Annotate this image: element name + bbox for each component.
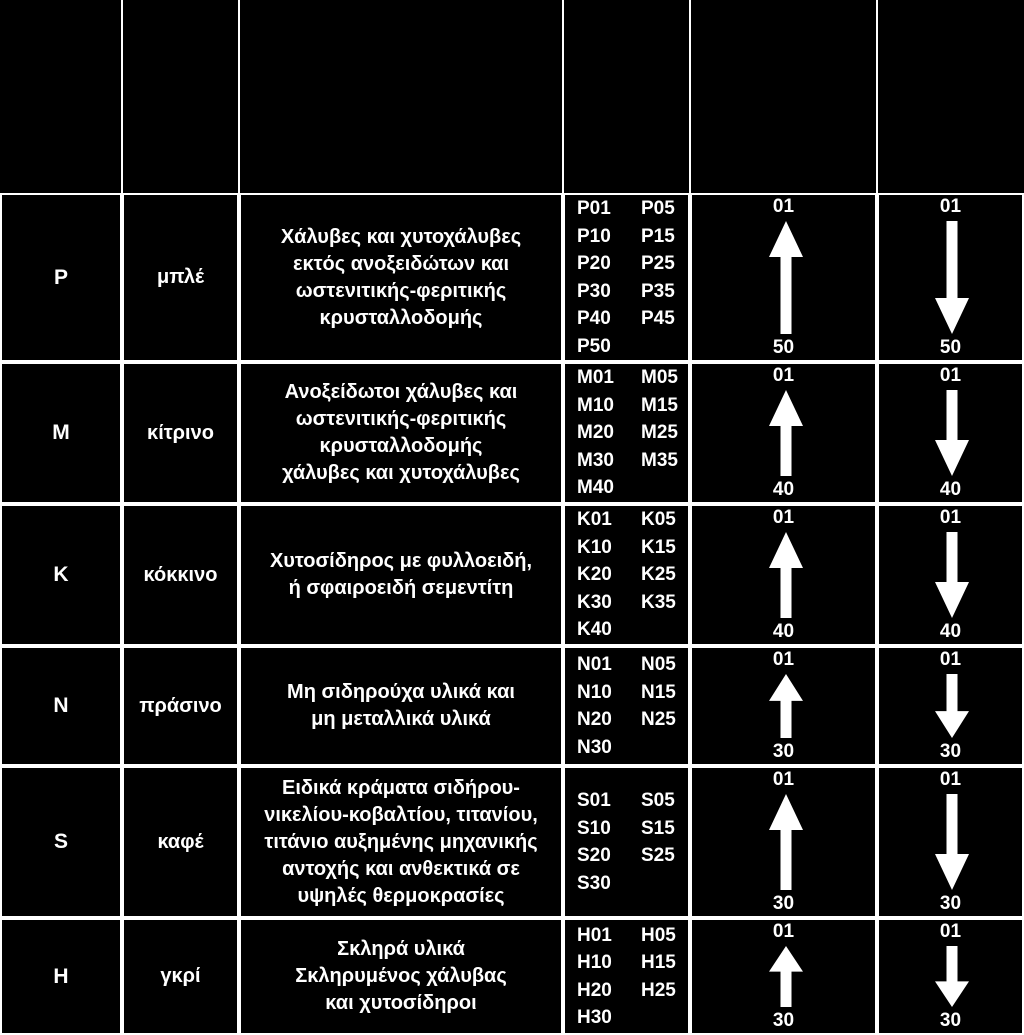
application-grades (565, 506, 688, 644)
header-divider (121, 0, 123, 193)
material-group-description (241, 506, 561, 644)
arrow-down-icon (879, 920, 1022, 1033)
arrow-down-shape (935, 532, 969, 618)
toughness-arrow-cell (879, 506, 1022, 644)
grade-code: M15 (641, 394, 678, 416)
grades-grid (577, 364, 689, 502)
arrow-scale-top: 01 (939, 769, 962, 790)
grade-code: P10 (577, 225, 611, 247)
grade-code: P01 (577, 198, 611, 219)
arrow-scale-bottom: 40 (772, 621, 795, 642)
arrow-up-shape (769, 390, 803, 476)
grade-code: P45 (641, 308, 675, 329)
description-lines (281, 224, 521, 332)
material-group-color: πράσινο (124, 648, 237, 764)
arrow-scale-top: 01 (772, 921, 795, 942)
material-group-description (241, 648, 561, 764)
grade-code: H15 (641, 952, 676, 973)
wear-resistance-arrow-cell (692, 506, 875, 644)
description-line: εκτός ανοξειδώτων και (292, 252, 510, 275)
description-line: Χυτοσίδηρος με φυλλοειδή, (269, 550, 533, 572)
grade-code: K30 (577, 591, 612, 613)
grade-code (641, 616, 689, 644)
grade-code: S30 (577, 872, 611, 894)
grade-code: S05 (641, 790, 675, 811)
arrow-up-shape (769, 794, 803, 890)
material-group-color: κίτρινο (124, 364, 237, 502)
grade-code: P20 (577, 253, 611, 274)
grade-code: K20 (577, 564, 612, 586)
material-group-code: M (2, 364, 120, 502)
grade-code: M30 (577, 449, 614, 471)
arrow-scale-bottom: 50 (939, 337, 962, 358)
grade-code (641, 474, 689, 502)
description-line: νικελίου-κοβαλτίου, τιτανίου, (264, 803, 538, 826)
description-line: χάλυβες και χυτοχάλυβες (282, 462, 520, 484)
toughness-arrow-cell (879, 920, 1022, 1033)
arrow-scale-bottom: 40 (772, 479, 795, 500)
grade-code: H30 (577, 1007, 612, 1028)
grade-code: P05 (641, 198, 675, 219)
material-group-code: P (2, 195, 120, 360)
description-line: Ανοξείδωτοι χάλυβες και (284, 381, 518, 403)
material-group-description (241, 364, 561, 502)
arrow-scale-top: 01 (939, 196, 962, 217)
grade-code: H25 (641, 979, 676, 1001)
arrow-down-icon (879, 364, 1022, 502)
grade-code: N25 (641, 709, 676, 730)
grade-code: M01 (577, 367, 614, 389)
description-lines (295, 936, 507, 1017)
arrow-up-icon (692, 648, 875, 764)
grade-code: P25 (641, 253, 675, 274)
description-line: αντοχής και ανθεκτικά σε (282, 857, 520, 880)
grade-code: K40 (577, 619, 612, 641)
arrow-scale-bottom: 30 (772, 1010, 795, 1031)
grade-code: H20 (577, 979, 612, 1001)
grade-code: P40 (577, 308, 611, 329)
grade-code (641, 1004, 689, 1032)
header-band (0, 0, 1024, 195)
grade-code: K10 (577, 536, 612, 558)
arrow-scale-top: 01 (939, 649, 962, 670)
material-group-description (241, 768, 561, 916)
application-grades (565, 364, 688, 502)
material-group-code: N (2, 648, 120, 764)
grade-code: H10 (577, 952, 612, 973)
arrow-down-shape (935, 674, 969, 738)
header-divider (689, 0, 691, 193)
description-line: Σκληρυμένος χάλυβας (295, 965, 507, 987)
description-lines (287, 679, 515, 733)
grade-code: N20 (577, 709, 612, 730)
arrow-scale-top: 01 (772, 769, 795, 790)
material-group-description (241, 195, 561, 360)
grade-code: P50 (577, 335, 611, 357)
material-group-color: γκρί (124, 920, 237, 1033)
material-group-code: H (2, 920, 120, 1033)
grade-code: H01 (577, 924, 612, 946)
arrow-down-shape (935, 794, 969, 890)
arrow-down-shape (935, 221, 969, 334)
arrow-scale-top: 01 (939, 365, 962, 386)
arrow-scale-top: 01 (772, 196, 795, 217)
arrow-up-shape (769, 674, 803, 738)
grade-code: S20 (577, 845, 611, 866)
grade-code: S25 (641, 845, 675, 866)
arrow-down-icon (879, 768, 1022, 916)
grades-grid (577, 195, 689, 360)
description-line: Μη σιδηρούχα υλικά και (287, 681, 515, 703)
wear-resistance-arrow-cell (692, 920, 875, 1033)
header-divider (238, 0, 240, 193)
grade-code: S15 (641, 817, 675, 839)
grade-code: M05 (641, 367, 678, 389)
material-group-code: S (2, 768, 120, 916)
material-group-color: μπλέ (124, 195, 237, 360)
arrow-scale-bottom: 30 (772, 741, 795, 762)
arrow-up-icon (692, 506, 875, 644)
description-line: ωστενιτικής-φεριτικής (295, 408, 507, 430)
arrow-scale-bottom: 40 (939, 621, 962, 642)
grades-grid (577, 787, 689, 897)
description-line: Ειδικά κράματα σιδήρου- (282, 776, 520, 799)
grade-code: N10 (577, 681, 612, 703)
toughness-arrow-cell (879, 195, 1022, 360)
material-group-code: K (2, 506, 120, 644)
wear-resistance-arrow-cell (692, 195, 875, 360)
arrow-down-shape (935, 946, 969, 1007)
header-divider (876, 0, 878, 193)
grade-code: N01 (577, 654, 612, 675)
arrow-up-icon (692, 768, 875, 916)
grade-code: P30 (577, 280, 611, 302)
grade-code (641, 333, 689, 361)
header-divider (562, 0, 564, 193)
application-grades (565, 920, 688, 1033)
grades-grid (577, 506, 689, 644)
description-line: ή σφαιροειδή σεμεντίτη (288, 577, 514, 599)
description-line: υψηλές θερμοκρασίες (297, 884, 505, 907)
description-line: Χάλυβες και χυτοχάλυβες (280, 225, 522, 248)
material-group-description (241, 920, 561, 1033)
grade-code: M10 (577, 394, 614, 416)
arrow-scale-top: 01 (939, 507, 962, 528)
grade-code: S01 (577, 790, 611, 811)
grades-grid (577, 651, 689, 761)
arrow-scale-top: 01 (772, 507, 795, 528)
arrow-down-icon (879, 195, 1022, 360)
arrow-scale-bottom: 40 (939, 479, 962, 500)
material-group-color: κόκκινο (124, 506, 237, 644)
application-grades (565, 768, 688, 916)
grade-code: K05 (641, 509, 676, 531)
application-grades (565, 195, 688, 360)
grade-code: K35 (641, 591, 676, 613)
toughness-arrow-cell (879, 364, 1022, 502)
arrow-scale-bottom: 30 (939, 741, 962, 762)
description-line: κρυσταλλοδομής (319, 306, 483, 329)
description-lines (270, 548, 532, 602)
material-group-color: καφέ (124, 768, 237, 916)
arrow-down-shape (935, 390, 969, 476)
description-lines (264, 775, 538, 910)
arrow-up-shape (769, 221, 803, 334)
grade-code (641, 870, 689, 898)
grade-code: K15 (641, 536, 676, 558)
arrow-scale-bottom: 30 (772, 893, 795, 914)
grade-code: N30 (577, 736, 612, 758)
arrow-scale-bottom: 50 (772, 337, 795, 358)
arrow-scale-bottom: 30 (939, 893, 962, 914)
application-grades (565, 648, 688, 764)
description-line: τιτάνιο αυξημένης μηχανικής (264, 830, 538, 853)
arrow-scale-bottom: 30 (939, 1010, 962, 1031)
grade-code: N15 (641, 681, 676, 703)
arrow-scale-top: 01 (772, 365, 795, 386)
wear-resistance-arrow-cell (692, 768, 875, 916)
arrow-scale-top: 01 (772, 649, 795, 670)
grade-code: S10 (577, 817, 611, 839)
description-line: Σκληρά υλικά (337, 938, 465, 960)
wear-resistance-arrow-cell (692, 364, 875, 502)
grade-code: K25 (641, 564, 676, 586)
grade-code: M40 (577, 477, 614, 499)
arrow-up-icon (692, 364, 875, 502)
grade-code: P15 (641, 225, 675, 247)
description-line: κρυσταλλοδομής (319, 435, 483, 457)
grade-code (641, 734, 689, 762)
arrow-up-icon (692, 195, 875, 360)
description-lines (282, 379, 520, 487)
grade-code: M20 (577, 422, 614, 444)
arrow-up-shape (769, 532, 803, 618)
grade-code: K01 (577, 509, 612, 531)
toughness-arrow-cell (879, 648, 1022, 764)
arrow-up-icon (692, 920, 875, 1033)
grades-grid (577, 922, 689, 1032)
arrow-down-icon (879, 648, 1022, 764)
description-line: και χυτοσίδηροι (325, 992, 477, 1014)
arrow-up-shape (769, 946, 803, 1007)
arrow-down-icon (879, 506, 1022, 644)
grade-code: M25 (641, 422, 678, 444)
grade-code: N05 (641, 654, 676, 675)
description-line: ωστενιτικής-φεριτικής (295, 279, 507, 302)
wear-resistance-arrow-cell (692, 648, 875, 764)
grade-code: H05 (641, 924, 676, 946)
description-line: μη μεταλλικά υλικά (311, 708, 491, 730)
grade-code: P35 (641, 280, 675, 302)
grade-code: M35 (641, 449, 678, 471)
arrow-scale-top: 01 (939, 921, 962, 942)
toughness-arrow-cell (879, 768, 1022, 916)
